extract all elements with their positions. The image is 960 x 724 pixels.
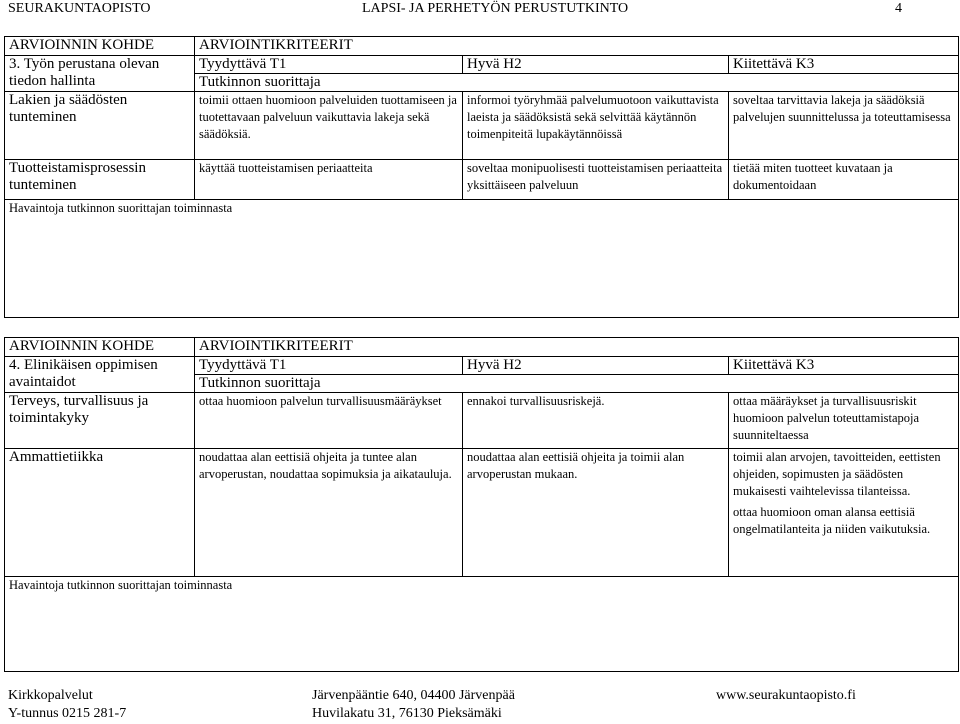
row-label-productization: Tuotteistamisprosessin tunteminen <box>5 160 195 200</box>
kohde-header-2: ARVIOINNIN KOHDE <box>5 338 195 357</box>
criterion-k3-productization: tietää miten tuotteet kuvataan ja dokumentoidaan <box>729 160 959 200</box>
criterion-k3-safety: ottaa määräykset ja turvallisuusriskit huomioon palvelun toteuttamistapoja suunniteltaessa <box>729 393 959 449</box>
footer-address-1: Järvenpääntie 640, 04400 Järvenpää <box>312 688 515 703</box>
level-h2: Hyvä H2 <box>463 56 729 74</box>
criterion-k3-ethics: toimii alan arvojen, tavoitteiden, eettisten ohjeiden, sopimusten ja säädösten mukaisesti vaihtelevissa tilanteissa. ottaa huomioon oman alansa eettisiä ongelmatilanteita ja niiden vaikutuksia. <box>729 449 959 577</box>
level-h2-2: Hyvä H2 <box>463 357 729 375</box>
criterion-h2-ethics: noudattaa alan eettisiä ohjeita ja toimii alan arvoperustan mukaan. <box>463 449 729 577</box>
assessment-table-1 <box>4 36 959 318</box>
criterion-t1-ethics: noudattaa alan eettisiä ohjeita ja tuntee alan arvoperustan, noudattaa sopimuksia ja aikatauluja. <box>195 449 463 577</box>
footer-website-link[interactable]: www.seurakuntaopisto.fi <box>716 688 856 703</box>
observations-box-1: Havaintoja tutkinnon suorittajan toiminnasta <box>5 200 959 318</box>
suorittaja-header: Tutkinnon suorittaja <box>195 74 959 92</box>
criterion-k3-laws: soveltaa tarvittavia lakeja ja säädöksiä palvelujen suunnittelussa ja toteuttamisessa <box>729 92 959 160</box>
kohde-title-2: 4. Elinikäisen oppimisen avaintaidot <box>5 357 195 393</box>
row-label-laws: Lakien ja säädösten tunteminen <box>5 92 195 160</box>
criterion-t1-productization: käyttää tuotteistamisen periaatteita <box>195 160 463 200</box>
criterion-h2-productization: soveltaa monipuolisesti tuotteistamisen periaatteita yksittäiseen palveluun <box>463 160 729 200</box>
header-organization: SEURAKUNTAOPISTO <box>8 1 151 16</box>
criterion-t1-laws: toimii ottaen huomioon palveluiden tuottamiseen ja tuotettavaan palveluun vaikuttavia lakeja sekä säädöksiä. <box>195 92 463 160</box>
row-label-ethics: Ammattietiikka <box>5 449 195 577</box>
row-label-safety: Terveys, turvallisuus ja toimintakyky <box>5 393 195 449</box>
kohde-title: 3. Työn perustana olevan tiedon hallinta <box>5 56 195 92</box>
footer-ytunnus: Y-tunnus 0215 281-7 <box>8 706 127 721</box>
level-t1: Tyydyttävä T1 <box>195 56 463 74</box>
observations-box-2: Havaintoja tutkinnon suorittajan toiminnasta <box>5 577 959 672</box>
kohde-header: ARVIOINNIN KOHDE <box>5 37 195 56</box>
criterion-h2-laws: informoi työryhmää palvelumuotoon vaikuttavista laeista ja säädöksistä sekä selvittää käytännön toimenpiteitä lupakäytännöissä <box>463 92 729 160</box>
level-k3: Kiitettävä K3 <box>729 56 959 74</box>
kriteerit-header: ARVIOINTIKRITEERIT <box>195 37 959 56</box>
level-t1-2: Tyydyttävä T1 <box>195 357 463 375</box>
kriteerit-header-2: ARVIOINTIKRITEERIT <box>195 338 959 357</box>
suorittaja-header-2: Tutkinnon suorittaja <box>195 375 959 393</box>
assessment-table-2 <box>4 337 959 672</box>
page-number: 4 <box>895 1 902 16</box>
footer-org: Kirkkopalvelut <box>8 688 93 703</box>
criterion-t1-safety: ottaa huomioon palvelun turvallisuusmääräykset <box>195 393 463 449</box>
header-degree-title: LAPSI- JA PERHETYÖN PERUSTUTKINTO <box>362 1 629 16</box>
footer-address-2: Huvilakatu 31, 76130 Pieksämäki <box>312 706 502 721</box>
level-k3-2: Kiitettävä K3 <box>729 357 959 375</box>
criterion-h2-safety: ennakoi turvallisuusriskejä. <box>463 393 729 449</box>
